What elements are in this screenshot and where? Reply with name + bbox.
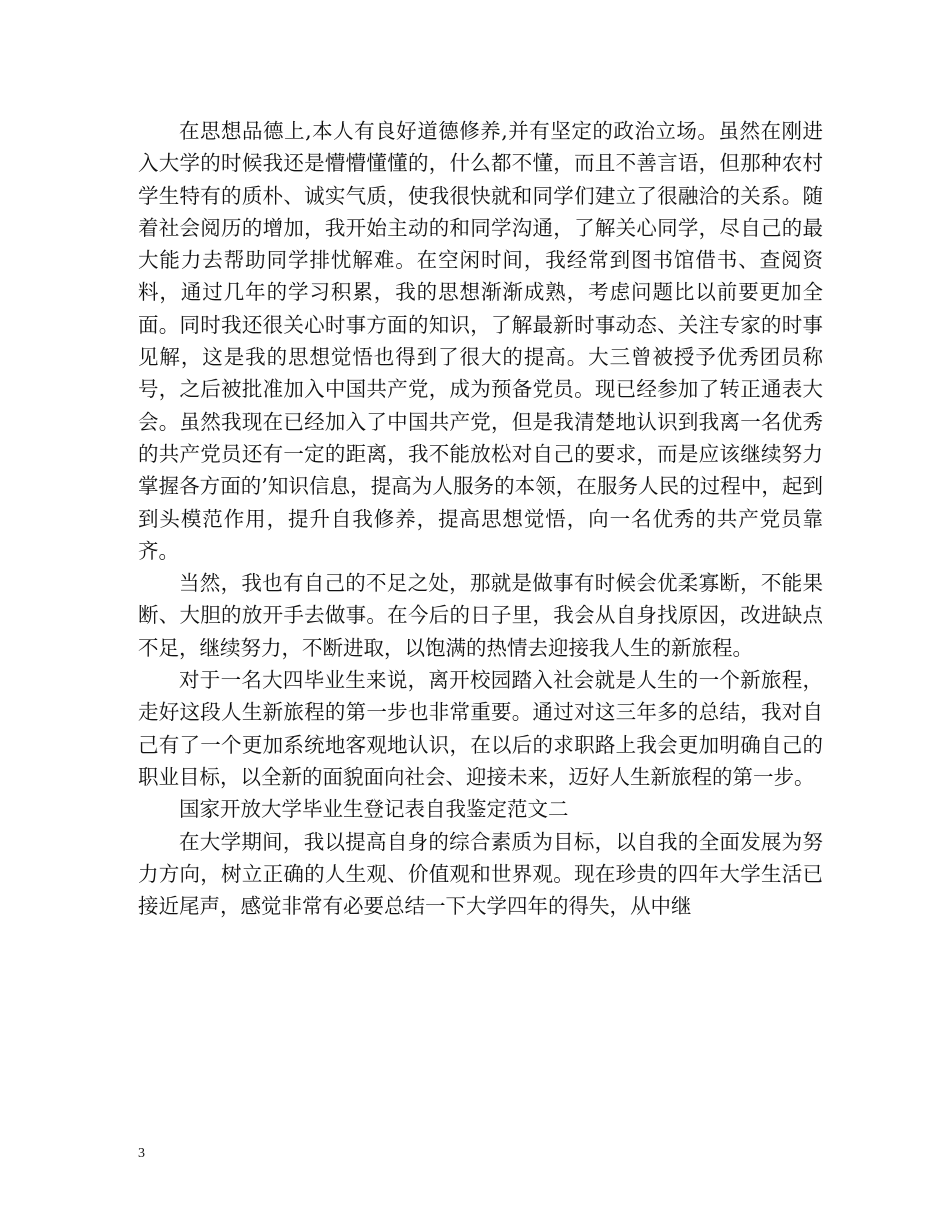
document-body xyxy=(138,115,823,922)
paragraph-university-period: 在大学期间，我以提高自身的综合素质为目标，以自我的全面发展为努力方向，树立正确的人生观、价值观和世界观。现在珍贵的四年大学生活已接近尾声，感觉非常有必要总结一下大学四年的得失，从中继 xyxy=(138,829,823,919)
section-heading: 国家开放大学毕业生登记表自我鉴定范文二 xyxy=(179,797,569,822)
page-number: 3 xyxy=(138,1146,145,1161)
paragraph-moral-character: 在思想品德上,本人有良好道德修养,并有坚定的政治立场。虽然在刚进入大学的时候我还是懵懵懂懂的，什么都不懂，而且不善言语，但那种农村学生特有的质朴、诚实气质，使我很快就和同学们建立了很融洽的关系。随着社会阅历的增加，我开始主动的和同学沟通，了解关心同学，尽自己的最大能力去帮助同学排忧解难。在空闲时间，我经常到图书馆借书、查阅资料，通过几年的学习积累，我的思想渐渐成熟，考虑问题比以前要更加全面。同时我还很关心时事方面的知识，了解最新时事动态、关注专家的时事见解，这是我的思想觉悟也得到了很大的提高。大三曾被授予优秀团员称号，之后被批准加入中国共产党，成为预备党员。现已经参加了转正通表大会。虽然我现在已经加入了中国共产党，但是我清楚地认识到我离一名优秀的共产党员还有一定的距离，我不能放松对自己的要求，而是应该继续努力掌握各方面的’知识信息，提高为人服务的本领，在服务人民的过程中，起到到头模范作用，提升自我修养，提高思想觉悟，向一名优秀的共产党员靠齐。 xyxy=(138,119,823,563)
paragraph-shortcomings: 当然，我也有自己的不足之处，那就是做事有时候会优柔寡断，不能果断、大胆的放开手去做事。在今后的日子里，我会从自身找原因，改进缺点不足，继续努力，不断进取，以饱满的热情去迎接我人生的新旅程。 xyxy=(138,571,823,660)
paragraph-new-journey: 对于一名大四毕业生来说，离开校园踏入社会就是人生的一个新旅程，走好这段人生新旅程的第一步也非常重要。通过对这三年多的总结，我对自己有了一个更加系统地客观地认识，在以后的求职路上我会更加明确自己的职业目标，以全新的面貌面向社会、迎接未来，迈好人生新旅程的第一步。 xyxy=(138,668,823,789)
